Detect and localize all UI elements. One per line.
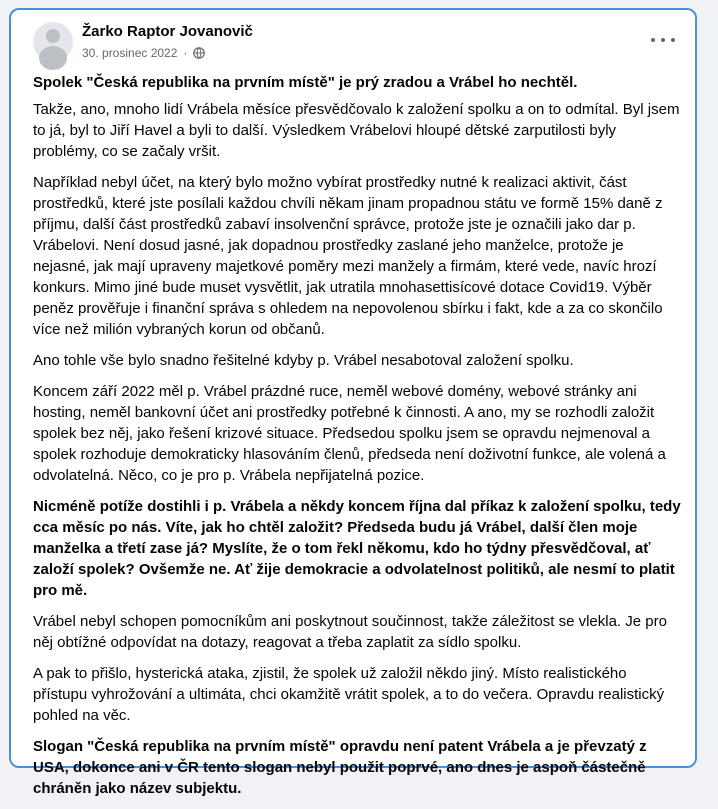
- post-body: [33, 72, 683, 809]
- post-paragraph: Koncem září 2022 měl p. Vrábel prázdné ruce, neměl webové domény, webové stránky ani hosting, neměl bankovní účet ani prostředky potřebné k činnosti. A ano, my se rozhodli založit spolek bez něj, jako řešení krizové situace. Předsedou spolku jsem se opravdu nejmenoval a spolek rozhoduje demokraticky hlasováním členů, předseda není doživotní funkce, ale volená a odvolatelná. Něco, co je pro p. Vrábela nepřijatelná pozice.: [33, 383, 666, 484]
- author-name[interactable]: Žarko Raptor Jovanovič: [82, 23, 253, 40]
- post-card: [9, 8, 697, 797]
- avatar-head-shape: [46, 29, 60, 43]
- post-paragraph: Vrábel nebyl schopen pomocníkům ani poskytnout součinnost, takže záležitost se vlekla. Je pro něj obtížné odpovídat na dotazy, reagovat a třeba zaplatit za sídlo spolku.: [33, 613, 667, 651]
- globe-icon[interactable]: [193, 47, 205, 59]
- post-paragraph-headline: Spolek "Česká republika na prvním místě" je prý zradou a Vrábel ho nechtěl.: [33, 74, 578, 91]
- avatar[interactable]: [33, 22, 73, 62]
- avatar-body-shape: [39, 46, 67, 70]
- post-paragraph: Ano tohle vše bylo snadno řešitelné kdyby p. Vrábel nesabotoval založení spolku.: [33, 352, 574, 369]
- post-paragraph: Takže, ano, mnoho lidí Vrábela měsíce přesvědčovalo k založení spolku a on to odmítal. Byl jsem to já, byl to Jiří Havel a byli to další. Výsledkem Vrábelovi hloupé dětské zarputilosti byly problémy, co se začaly vršit.: [33, 101, 680, 160]
- post-paragraph-bold: Nicméně potíže dostihli i p. Vrábela a někdy koncem října dal příkaz k založení spolku, tedy cca měsíc po nás. Víte, jak ho chtěl založit? Předseda budu já Vrábel, další člen moje manželka a třetí zase já? Myslíte, že o tom řekl někomu, kdo ho týdny přesvědčoval, ať založí spolek? Ovšemže ne. Ať žije demokracie a odvolatelnost politiků, ale nesmí to platit pro mě.: [33, 498, 681, 599]
- post-meta: [82, 46, 205, 60]
- more-dot: [671, 38, 675, 42]
- meta-separator: ·: [183, 46, 188, 60]
- post-paragraph-bold: Slogan "Česká republika na prvním místě" opravdu není patent Vrábela a je převzatý z USA, dokonce ani v ČR tento slogan nebyl použit poprvé, ano dnes je aspoň částečně chráněn jako název subjektu.: [33, 738, 647, 797]
- post-paragraph: Například nebyl účet, na který bylo možno vybírat prostředky nutné k realizaci aktivit, část prostředků, které jste posílali každou chvíli někam jinam propadnou státu ve formě 15% daně z příjmu, další část prostředků zabaví insolvenční správce, protože jste je označili jako dar p. Vrábelovi. Není dosud jasné, jak dopadnou prostředky zaslané jeho manželce, protože je nejasné, jak mají upraveny majetkové poměry mezi manžely a firmám, které vede, navíc hrozí konkurs. Mimo jiné bude muset vysvětlit, jak utratila mnohasettisícové dotace Covid19. Výběr peněz prověřuje i finanční správa s ohledem na nepovolenou sbírku i fakt, kde a za co skončilo více než milión vybraných korun od občanů.: [33, 174, 663, 338]
- post-paragraph: A pak to přišlo, hysterická ataka, zjistil, že spolek už založil někdo jiný. Místo realistického přístupu vyhrožování a ultimáta, chci okamžitě vrátit spolek, a to do večera. Opravdu realistický pohled na věc.: [33, 665, 665, 724]
- post-date[interactable]: 30. prosinec 2022: [82, 46, 178, 60]
- more-dot: [651, 38, 655, 42]
- more-dot: [661, 38, 665, 42]
- post-header: [11, 10, 695, 72]
- more-options-icon[interactable]: [651, 30, 675, 50]
